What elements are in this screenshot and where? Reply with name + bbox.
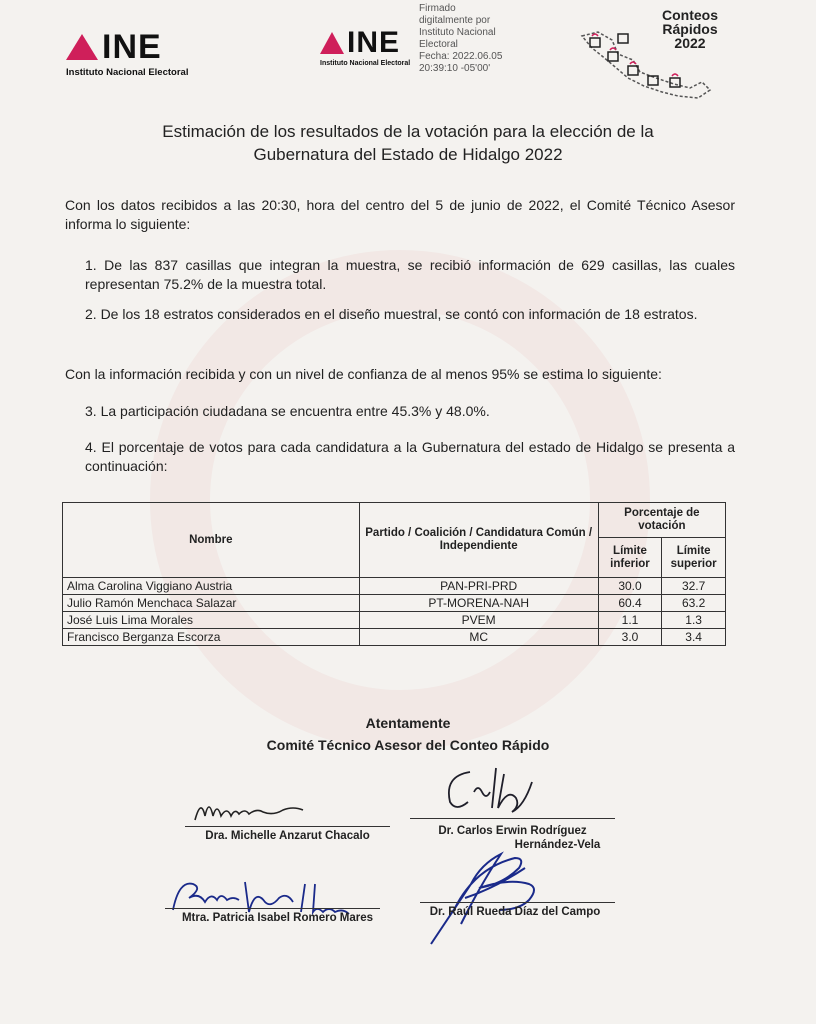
cr-line3: 2022 xyxy=(674,35,706,51)
header-name: Nombre xyxy=(63,503,360,578)
candidate-name: José Luis Lima Morales xyxy=(63,612,360,629)
ine-subtitle: Instituto Nacional Electoral xyxy=(320,60,411,67)
ine-subtitle: Instituto Nacional Electoral xyxy=(66,67,189,78)
signer-1: Dra. Michelle Anzarut Chacalo xyxy=(205,830,370,842)
digisign-line: Electoral xyxy=(419,39,458,50)
signature-line-4 xyxy=(420,902,615,903)
title-line2: Gubernatura del Estado de Hidalgo 2022 xyxy=(253,145,563,164)
item-4: 4. El porcentaje de votos para cada candidatura a la Gubernatura del estado de Hidalgo se presenta a continuación: xyxy=(85,439,735,474)
upper-limit: 32.7 xyxy=(662,578,726,595)
closing-committee: Comité Técnico Asesor del Conteo Rápido xyxy=(266,737,550,753)
digisign-line: Instituto Nacional xyxy=(419,27,496,38)
candidate-name: Julio Ramón Menchaca Salazar xyxy=(63,595,360,612)
lower-limit: 30.0 xyxy=(598,578,662,595)
item-3: 3. La participación ciudadana se encuentra entre 45.3% y 48.0%. xyxy=(85,403,490,419)
ine-logo-left xyxy=(66,30,188,78)
signature-line-1 xyxy=(185,826,390,827)
conteos-rapidos-title xyxy=(662,8,718,50)
ine-brand: INE xyxy=(347,26,401,59)
candidate-party: MC xyxy=(359,629,598,646)
signature-michelle xyxy=(190,790,340,830)
candidate-party: PVEM xyxy=(359,612,598,629)
upper-limit: 1.3 xyxy=(662,612,726,629)
header-upper: Límite superior xyxy=(662,538,726,578)
lower-limit: 3.0 xyxy=(598,629,662,646)
cr-line1: Conteos xyxy=(662,7,718,23)
digisign-line: 20:39:10 -05'00' xyxy=(419,63,491,74)
digisign-line: Firmado xyxy=(419,3,456,14)
closing-regards: Atentamente xyxy=(365,715,451,731)
table-row xyxy=(63,629,726,646)
signature-line-3 xyxy=(165,908,380,909)
digisign-line: Fecha: 2022.06.05 xyxy=(419,51,503,62)
signature-raul xyxy=(425,848,585,948)
signature-carlos xyxy=(440,762,560,822)
header-party: Partido / Coalición / Candidatura Común / Independiente xyxy=(359,503,598,578)
candidate-party: PT-MORENA-NAH xyxy=(359,595,598,612)
candidate-name: Francisco Berganza Escorza xyxy=(63,629,360,646)
ine-brand: INE xyxy=(102,28,162,66)
header-percentage: Porcentaje de votación xyxy=(598,503,725,538)
title-line1: Estimación de los resultados de la votación para la elección de la xyxy=(162,122,654,141)
digisign-line: digitalmente por xyxy=(419,15,491,26)
lower-limit: 1.1 xyxy=(598,612,662,629)
signer-2-line1: Dr. Carlos Erwin Rodríguez xyxy=(438,825,587,837)
conteos-rapidos-logo xyxy=(578,8,728,103)
signature-line-2 xyxy=(410,818,615,819)
ine-triangle-icon xyxy=(66,34,98,60)
item-1: 1. De las 837 casillas que integran la muestra, se recibió información de 629 casillas, las cuales representan 75.2% de la muestra total. xyxy=(85,257,735,292)
table-row xyxy=(63,595,726,612)
signer-4: Dr. Raúl Rueda Díaz del Campo xyxy=(429,906,601,918)
ine-triangle-icon xyxy=(320,32,344,54)
upper-limit: 63.2 xyxy=(662,595,726,612)
digital-signature-stamp xyxy=(419,3,539,75)
cr-line2: Rápidos xyxy=(662,21,718,37)
signer-3: Mtra. Patricia Isabel Romero Mares xyxy=(181,912,374,924)
table-row xyxy=(63,578,726,595)
candidate-name: Alma Carolina Viggiano Austria xyxy=(63,578,360,595)
table-row xyxy=(63,612,726,629)
intro-paragraph: Con los datos recibidos a las 20:30, hora del centro del 5 de junio de 2022, el Comité Técnico Asesor informa lo siguiente: xyxy=(65,197,735,232)
header-lower: Límite inferior xyxy=(598,538,662,578)
item-2: 2. De los 18 estratos considerados en el diseño muestral, se contó con información de 18 estratos. xyxy=(85,306,698,322)
document-title xyxy=(0,120,816,166)
candidate-party: PAN-PRI-PRD xyxy=(359,578,598,595)
ine-logo-center xyxy=(320,28,410,67)
signer-2-line2: Hernández-Vela xyxy=(514,839,601,851)
confidence-paragraph: Con la información recibida y con un nivel de confianza de al menos 95% se estima lo siguiente: xyxy=(65,366,662,382)
watermark-logo xyxy=(150,250,650,750)
upper-limit: 3.4 xyxy=(662,629,726,646)
lower-limit: 60.4 xyxy=(598,595,662,612)
results-table xyxy=(62,502,726,646)
